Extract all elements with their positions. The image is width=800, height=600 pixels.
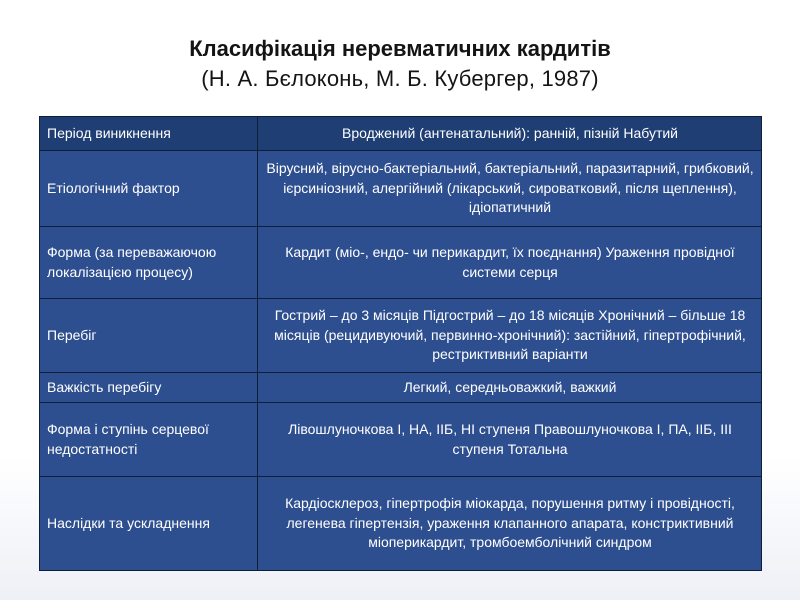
- row-value: Гострий – до 3 місяців Підгострий – до 18 місяців Хронічний – більше 18 місяців (рецидивуючий, первинно-хронічний): застійний, гіпертрофічний, рестриктивний варіанти: [258, 299, 762, 373]
- slide-title-block: [0, 34, 800, 94]
- table-row: [40, 227, 762, 299]
- table-row: [40, 299, 762, 373]
- row-parameter: Форма (за переважаючою локалізацією процесу): [40, 227, 258, 299]
- classification-table: [39, 116, 762, 571]
- table-row: [40, 151, 762, 227]
- row-value: Лівошлуночкова I, НА, IIБ, НІ ступеня Правошлуночкова I, ПА, IIБ, III ступеня Тотальна: [258, 403, 762, 477]
- table-row: [40, 403, 762, 477]
- row-parameter: Важкість перебігу: [40, 373, 258, 403]
- row-value: Кардіосклероз, гіпертрофія міокарда, порушення ритму і провідності, легенева гіпертензія, ураження клапанного апарата, констриктивний міоперикардит, тромбоемболічний синдром: [258, 477, 762, 571]
- row-value: Кардит (міо-, ендо- чи перикардит, їх поєднання) Ураження провідної системи серця: [258, 227, 762, 299]
- table-row: [40, 373, 762, 403]
- slide-title: Класифікація неревматичних кардитів: [189, 36, 611, 61]
- row-value: Вроджений (антенатальний): ранній, пізній Набутий: [258, 117, 762, 151]
- table-row: [40, 117, 762, 151]
- row-parameter: Форма і ступінь серцевої недостатності: [40, 403, 258, 477]
- row-parameter: Перебіг: [40, 299, 258, 373]
- row-value: Легкий, середньоважкий, важкий: [258, 373, 762, 403]
- row-parameter: Період виникнення: [40, 117, 258, 151]
- row-value: Вірусний, вірусно-бактеріальний, бактеріальний, паразитарний, грибковий, ієрсиніозний, алергійний (лікарський, сироватковий, після щеплення), ідіопатичний: [258, 151, 762, 227]
- row-parameter: Етіологічний фактор: [40, 151, 258, 227]
- slide-subtitle: (Н. А. Бєлоконь, М. Б. Кубергер, 1987): [201, 66, 599, 91]
- row-parameter: Наслідки та ускладнення: [40, 477, 258, 571]
- table-row: [40, 477, 762, 571]
